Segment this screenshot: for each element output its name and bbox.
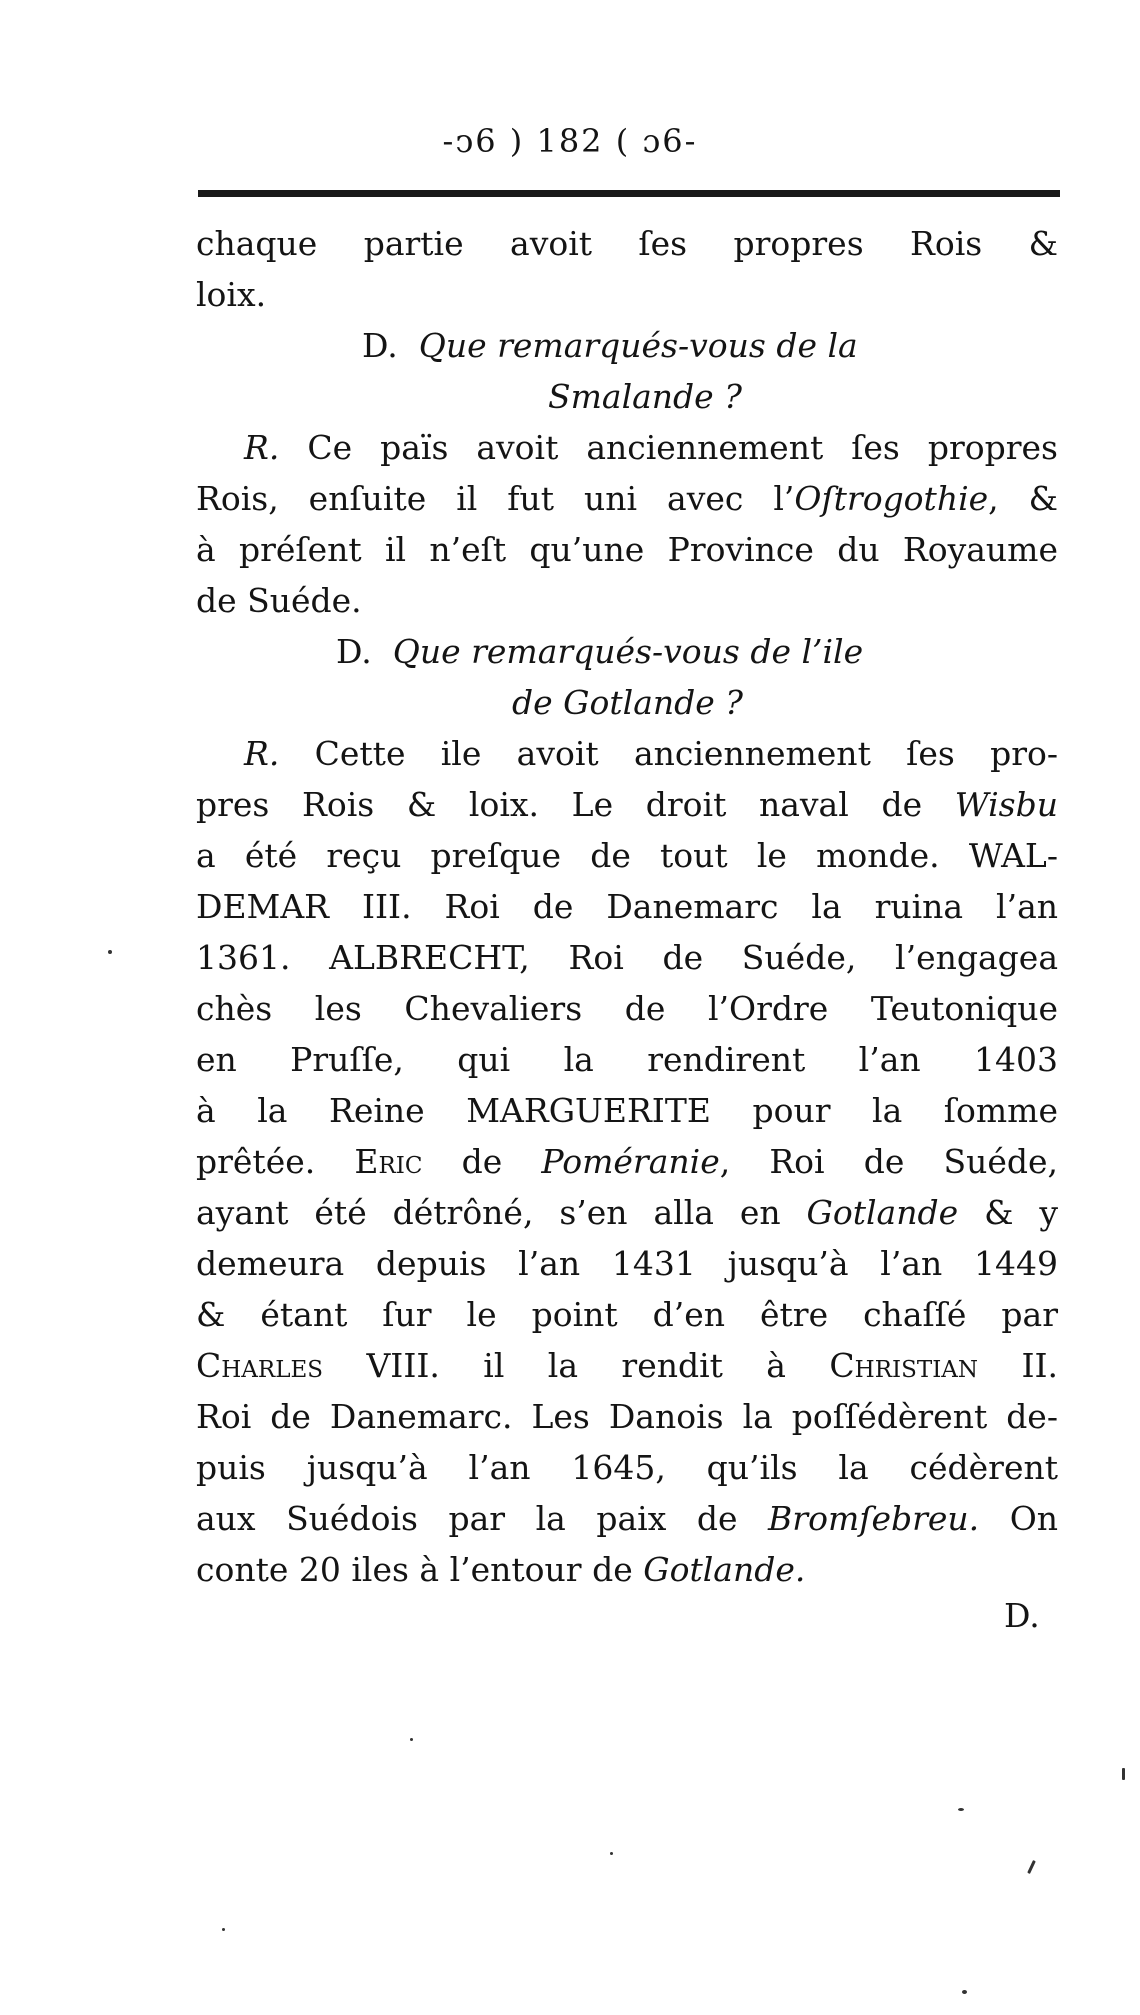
answer-line [196, 1493, 1058, 1544]
catchword: D. [1004, 1596, 1040, 1635]
ink-speck [1027, 1860, 1036, 1874]
answer-line [196, 1340, 1058, 1391]
answer-line: puis jusqu’à l’an 1645, qu’ils la cédèrent [196, 1448, 1058, 1487]
answer-line [196, 1136, 1058, 1187]
answer-line [196, 1544, 1058, 1595]
question-heading-cont [196, 677, 1058, 728]
answer-text: & y [984, 1193, 1058, 1232]
person-name: Charles [196, 1346, 324, 1385]
person-name: Eric [354, 1142, 423, 1181]
answer-text: aux Suédois par la paix de [196, 1499, 738, 1538]
place-name: Oſtrogothie [794, 479, 989, 518]
place-name: Poméranie [541, 1142, 720, 1181]
answer-text: VIII. il la rendit à [366, 1346, 786, 1385]
ink-speck [610, 1852, 613, 1855]
text-line: loix. [196, 275, 267, 314]
page-number-header: -ↄ6 ) 182 ( ɔ6- [442, 122, 698, 160]
place-name: Gotlande. [643, 1550, 806, 1589]
question-text: Que remarqués-vous de la [418, 326, 858, 365]
ink-speck [962, 1990, 967, 1994]
answer-line: a été reçu preſque de tout le monde. WAL- [196, 836, 1058, 875]
place-name: Bromſebreu. [768, 1499, 980, 1538]
page-header [0, 122, 1140, 160]
ink-speck [108, 950, 112, 954]
answer-line [196, 1187, 1058, 1238]
answer-line: DEMAR III. Roi de Danemarc la ruina l’an [196, 887, 1058, 926]
ink-speck [1122, 1768, 1125, 1780]
answer-line: à préſent il n’eſt qu’une Province du Royaume [196, 530, 1058, 569]
answer-text: Rois, enſuite il fut uni avec l’ [196, 479, 795, 518]
question-label: D. [336, 632, 372, 671]
page-body [196, 218, 1058, 1595]
answer-line [196, 422, 1058, 473]
answer-text: II. [1021, 1346, 1058, 1385]
answer-line [196, 473, 1058, 524]
answer-text: conte 20 iles à l’entour de [196, 1550, 633, 1589]
answer-text: , & [988, 479, 1058, 518]
answer-text: ayant été détrôné, s’en alla en [196, 1193, 781, 1232]
answer-line: Roi de Danemarc. Les Danois la poſſédèrent de- [196, 1397, 1058, 1436]
question-label: D. [362, 326, 398, 365]
answer-line [196, 728, 1058, 779]
text-line: chaque partie avoit ſes propres Rois & [196, 224, 1058, 263]
answer-text: de [461, 1142, 503, 1181]
answer-text: , Roi de Suéde, [719, 1142, 1059, 1181]
question-heading [196, 626, 1058, 677]
answer-line: & étant ſur le point d’en être chaſſé par [196, 1295, 1058, 1334]
answer-line: de Suéde. [196, 581, 362, 620]
ink-speck [410, 1738, 413, 1741]
answer-label: R. [244, 428, 280, 467]
question-heading-cont [196, 371, 1058, 422]
answer-line: chès les Chevaliers de l’Ordre Teutonique [196, 989, 1058, 1028]
question-text: Que remarqués-vous de l’ile [392, 632, 864, 671]
place-name: Wisbu [954, 785, 1058, 824]
question-text: de Gotlande ? [512, 683, 743, 722]
answer-line: en Pruſſe, qui la rendirent l’an 1403 [196, 1040, 1058, 1079]
place-name: Gotlande [806, 1193, 959, 1232]
answer-line: à la Reine MARGUERITE pour la ſomme [196, 1091, 1058, 1130]
answer-line [196, 779, 1058, 830]
answer-line: demeura depuis l’an 1431 jusqu’à l’an 1449 [196, 1244, 1058, 1283]
ink-speck [958, 1808, 964, 1811]
answer-text: On [1009, 1499, 1059, 1538]
answer-label: R. [244, 734, 280, 773]
answer-text: Cette ile avoit anciennement ſes pro- [314, 734, 1058, 773]
header-rule [198, 190, 1060, 197]
answer-text: Ce païs avoit anciennement ſes propres [307, 428, 1058, 467]
question-heading [196, 320, 1058, 371]
ink-speck [222, 1928, 225, 1931]
answer-line: 1361. ALBRECHT, Roi de Suéde, l’engagea [196, 938, 1058, 977]
answer-text: prêtée. [196, 1142, 316, 1181]
person-name: Christian [829, 1346, 979, 1385]
answer-text: pres Rois & loix. Le droit naval de [196, 785, 923, 824]
question-text: Smalande ? [548, 377, 742, 416]
